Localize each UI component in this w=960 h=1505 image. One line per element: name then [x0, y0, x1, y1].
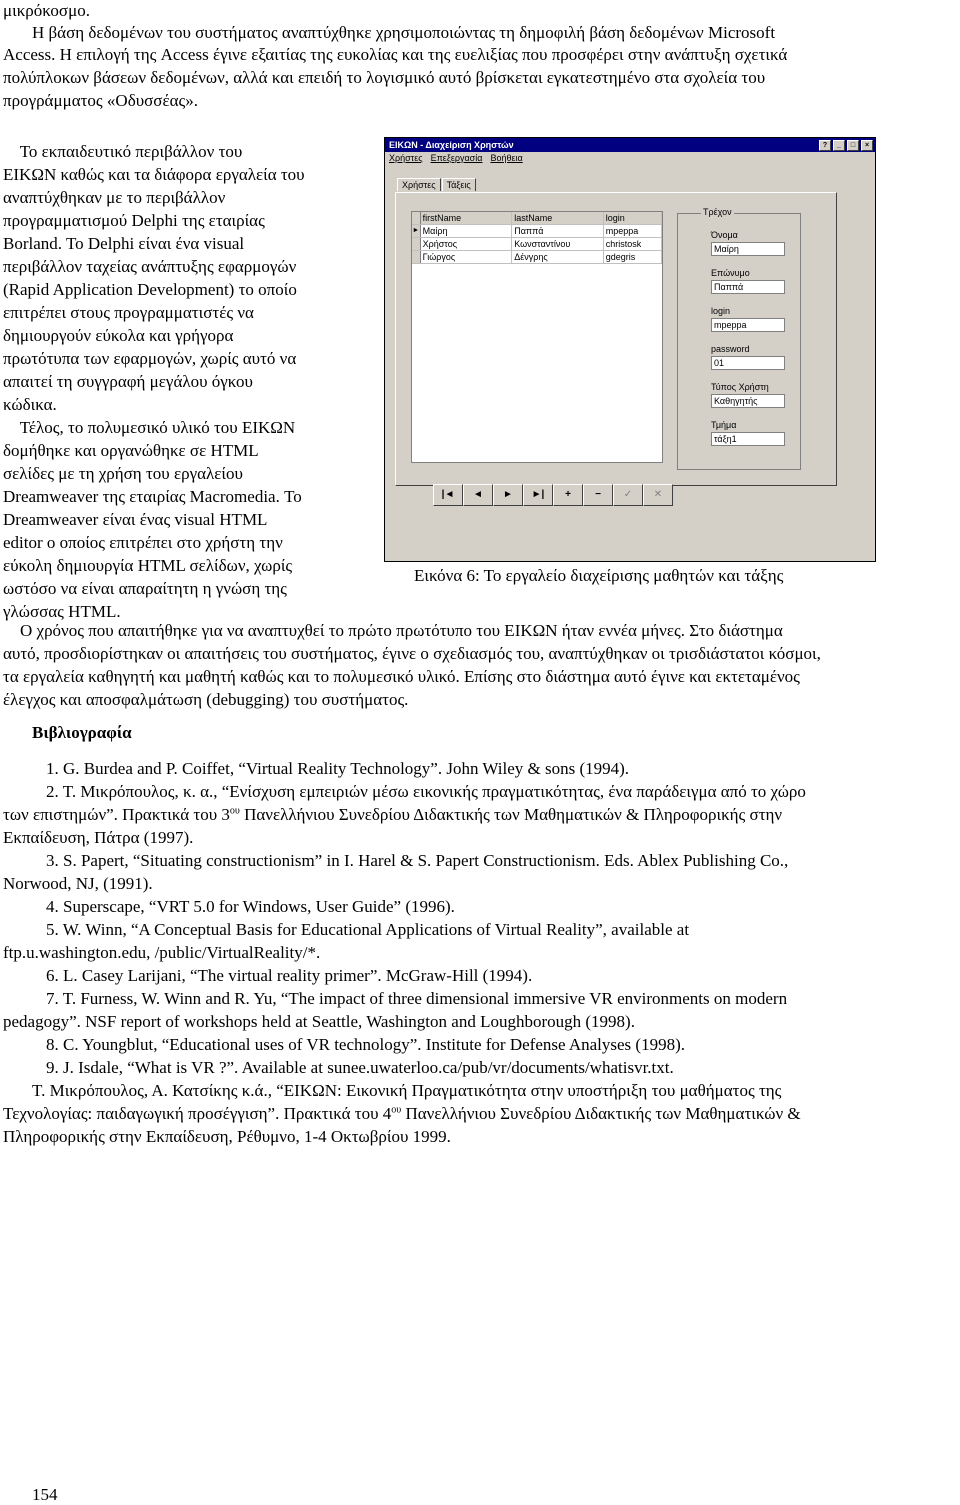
table-cell[interactable]: gdegris — [604, 251, 662, 263]
text-line: πολύπλοκων βάσεων δεδομένων, αλλά και επειδή το λογισμικό αυτό βρίσκεται εγκατεστημένο στα σχολεία του — [3, 68, 766, 87]
field-label: login — [711, 306, 731, 316]
menu-item[interactable]: Βοήθεια — [490, 153, 523, 163]
group-title: Τρέχον — [703, 207, 732, 217]
reference-item: 8. C. Youngblut, “Educational uses of VR technology”. Institute for Defense Analyses (1998). — [46, 1035, 685, 1054]
text-line: αυτό, προσδιορίστηκαν οι απαιτήσεις του συστήματος, έγινε ο σχεδιασμός του, αναπτύχθηκαν οι τρισδιάστατοι κόσμοι, — [3, 644, 821, 663]
next-record-button[interactable]: ► — [493, 484, 523, 506]
reference-line: Εκπαίδευση, Πάτρα (1997). — [3, 828, 194, 847]
text-line: Τέλος, το πολυμεσικό υλικό του ΕΙΚΩΝ — [3, 418, 296, 437]
reference-line: pedagogy”. NSF report of workshops held at Seattle, Washington and Loughborough (1998). — [3, 1012, 635, 1031]
text-line: Η βάση δεδομένων του συστήματος αναπτύχθηκε χρησιμοποιώντας τη δημοφιλή βάση δεδομένων Microsoft — [32, 23, 776, 42]
text-line: πρωτότυπα των εφαρμογών, χωρίς αυτό να — [3, 349, 297, 368]
page-number: 154 — [32, 1485, 58, 1504]
post-record-button[interactable]: ✓ — [613, 484, 643, 506]
table-cell[interactable]: Μαίρη — [421, 225, 513, 237]
text-line: Access. Η επιλογή της Access έγινε εξαιτίας της ευκολίας και της ευελιξίας που προσφέρει στην ανάπτυξη σχετικά — [3, 45, 788, 64]
reference-item: 7. T. Furness, W. Winn and R. Yu, “The impact of three dimensional immersive VR environments on modern — [46, 989, 788, 1008]
text-line: περιβάλλον ταχείας ανάπτυξης εφαρμογών — [3, 257, 297, 276]
menu-bar — [385, 152, 875, 164]
text-line: ΕΙΚΩΝ καθώς και τα διάφορα εργαλεία του — [3, 165, 305, 184]
table-row[interactable] — [412, 251, 662, 264]
reference-line: Norwood, NJ, (1991). — [3, 874, 153, 893]
table-cell[interactable]: Κωνσταντίνου — [512, 238, 604, 250]
cancel-record-button[interactable]: ✕ — [643, 484, 673, 506]
help-icon[interactable]: ? — [819, 140, 831, 151]
grid-header[interactable]: lastName — [512, 212, 604, 224]
field-label: password — [711, 344, 750, 354]
text-line: Το εκπαιδευτικό περιβάλλον του — [3, 142, 243, 161]
text-line: προγραμματισμού Delphi της εταιρίας — [3, 211, 265, 230]
first-record-button[interactable]: |◄ — [433, 484, 463, 506]
field-label: Επώνυμο — [711, 268, 750, 278]
users-grid[interactable] — [411, 211, 663, 463]
text-line: (Rapid Application Development) το οποίο — [3, 280, 297, 299]
prev-record-button[interactable]: ◄ — [463, 484, 493, 506]
text-line: δομήθηκε και οργανώθηκε σε HTML — [3, 441, 259, 460]
figure-caption: Εικόνα 6: Το εργαλείο διαχείρισης μαθητών και τάξης — [414, 566, 784, 585]
grid-header[interactable]: login — [604, 212, 662, 224]
text-line: Ο χρόνος που απαιτήθηκε για να αναπτυχθεί το πρώτο πρωτότυπο του ΕΙΚΩΝ ήταν εννέα μήνες. Στο διάστημα — [3, 621, 783, 640]
reference-item: Τ. Μικρόπουλος, Α. Κατσίκης κ.ά., “ΕΙΚΩΝ: Εικονική Πραγματικότητα στην υποστήριξη του μαθήματος της — [32, 1081, 782, 1100]
last-name-field[interactable]: Παππά — [711, 280, 785, 294]
password-field[interactable]: 01 — [711, 356, 785, 370]
text-line: αναπτύχθηκαν με το περιβάλλον — [3, 188, 226, 207]
user-type-select[interactable]: Καθηγητής — [711, 394, 785, 408]
reference-item: 3. S. Papert, “Situating constructionism” in I. Harel & S. Papert Constructionism. Eds. Ablex Publishing Co., — [46, 851, 789, 870]
text-line: έλεγχος και αποσφαλμάτωση (debugging) του συστήματος. — [3, 690, 409, 709]
text-line: εύκολη δημιουργία HTML σελίδων, χωρίς — [3, 556, 293, 575]
field-label: Όνομα — [711, 230, 738, 240]
text-line: Dreamweaver της εταιρίας Macromedia. Το — [3, 487, 302, 506]
tab-users[interactable]: Χρήστες — [397, 178, 441, 191]
reference-item: 4. Superscape, “VRT 5.0 for Windows, User Guide” (1996). — [46, 897, 455, 916]
menu-item[interactable]: Χρήστες — [389, 153, 423, 163]
grid-header-row — [412, 212, 662, 225]
menu-item[interactable]: Επεξεργασία — [430, 153, 483, 163]
table-cell[interactable]: christosk — [604, 238, 662, 250]
window-title: ΕΙΚΩΝ - Διαχείριση Χρηστών — [389, 140, 514, 150]
text-line: επιτρέπει στους προγραμματιστές να — [3, 303, 254, 322]
text-line: Dreamweaver είναι ένας visual HTML — [3, 510, 268, 529]
login-field[interactable]: mpeppa — [711, 318, 785, 332]
text-line: προγράμματος «Οδυσσέας». — [3, 91, 198, 110]
text-line: τα εργαλεία καθηγητή και μαθητή καθώς και το πολυμεσικό υλικό. Επίσης στο διάστημα αυτό έγινε και εκτεταμένος — [3, 667, 800, 686]
field-label: Τύπος Χρήστη — [711, 382, 769, 392]
text-line: editor ο οποίος επιτρέπει στο χρήστη την — [3, 533, 283, 552]
close-icon[interactable]: × — [861, 140, 873, 151]
reference-line: Τεχνολογίας: παιδαγωγική προσέγγιση”. Πρακτικά του $4^{o\upsilon}$ Πανελλήνιου Συνεδρίου Διδακτικής των Μαθηματικών & — [3, 1104, 801, 1123]
first-name-field[interactable]: Μαίρη — [711, 242, 785, 256]
bibliography-heading: Βιβλιογραφία — [32, 723, 132, 742]
db-navigator — [433, 484, 673, 506]
reference-item: 2. Τ. Μικρόπουλος, κ. α., “Ενίσχυση εμπειριών μέσω εικονικής πραγματικότητας, ένα παράδειγμα από το χώρο — [46, 782, 806, 801]
maximize-icon[interactable]: □ — [847, 140, 859, 151]
table-cell[interactable]: Γιώργος — [421, 251, 513, 263]
table-cell[interactable]: Χρήστος — [421, 238, 513, 250]
text-line: μικρόκοσμο. — [3, 1, 90, 20]
grid-header[interactable]: firstName — [421, 212, 513, 224]
text-line: δημιουργούν εύκολα και γρήγορα — [3, 326, 234, 345]
window-titlebar — [385, 138, 875, 152]
text-line: σελίδες με τη χρήση του εργαλείου — [3, 464, 243, 483]
text-line: κώδικα. — [3, 395, 57, 414]
field-label: Τμήμα — [711, 420, 737, 430]
text-line: Borland. To Delphi είναι ένα visual — [3, 234, 245, 253]
text-line: απαιτεί τη συγγραφή μεγάλου όγκου — [3, 372, 253, 391]
table-cell[interactable]: mpeppa — [604, 225, 662, 237]
left-column — [3, 140, 383, 623]
text-line: γλώσσας HTML. — [3, 602, 121, 621]
reference-line: των επιστημών”. Πρακτικά του $3^{o\upsilon}$ Πανελλήνιου Συνεδρίου Διδακτικής των Μαθηματικών & Πληροφορικής στην — [3, 805, 783, 824]
reference-line: ftp.u.washington.edu, /public/VirtualReality/*. — [3, 943, 321, 962]
reference-item: 9. J. Isdale, “What is VR ?”. Available at sunee.uwaterloo.ca/pub/vr/documents/whatisvr.txt. — [46, 1058, 674, 1077]
delete-record-button[interactable]: − — [583, 484, 613, 506]
table-cell[interactable]: Παππά — [512, 225, 604, 237]
row-pointer-icon: ► — [412, 225, 421, 237]
reference-item: 5. W. Winn, “A Conceptual Basis for Educational Applications of Virtual Reality”, available at — [46, 920, 690, 939]
insert-record-button[interactable]: + — [553, 484, 583, 506]
table-row[interactable] — [412, 225, 662, 238]
text-line: ωστόσο να είναι απαραίτητη η γνώση της — [3, 579, 287, 598]
reference-item: 1. G. Burdea and P. Coiffet, “Virtual Reality Technology”. John Wiley & sons (1994). — [46, 759, 630, 778]
tab-classes[interactable]: Τάξεις — [442, 178, 476, 191]
table-row[interactable] — [412, 238, 662, 251]
reference-line: Πληροφορικής στην Εκπαίδευση, Ρέθυμνο, 1-4 Οκτωβρίου 1999. — [3, 1127, 451, 1146]
minimize-icon[interactable]: _ — [833, 140, 845, 151]
last-record-button[interactable]: ►| — [523, 484, 553, 506]
class-select[interactable]: τάξη1 — [711, 432, 785, 446]
figure-screenshot-window — [384, 137, 876, 562]
table-cell[interactable]: Δένγρης — [512, 251, 604, 263]
reference-item: 6. L. Casey Larijani, “The virtual reality primer”. McGraw-Hill (1994). — [46, 966, 533, 985]
